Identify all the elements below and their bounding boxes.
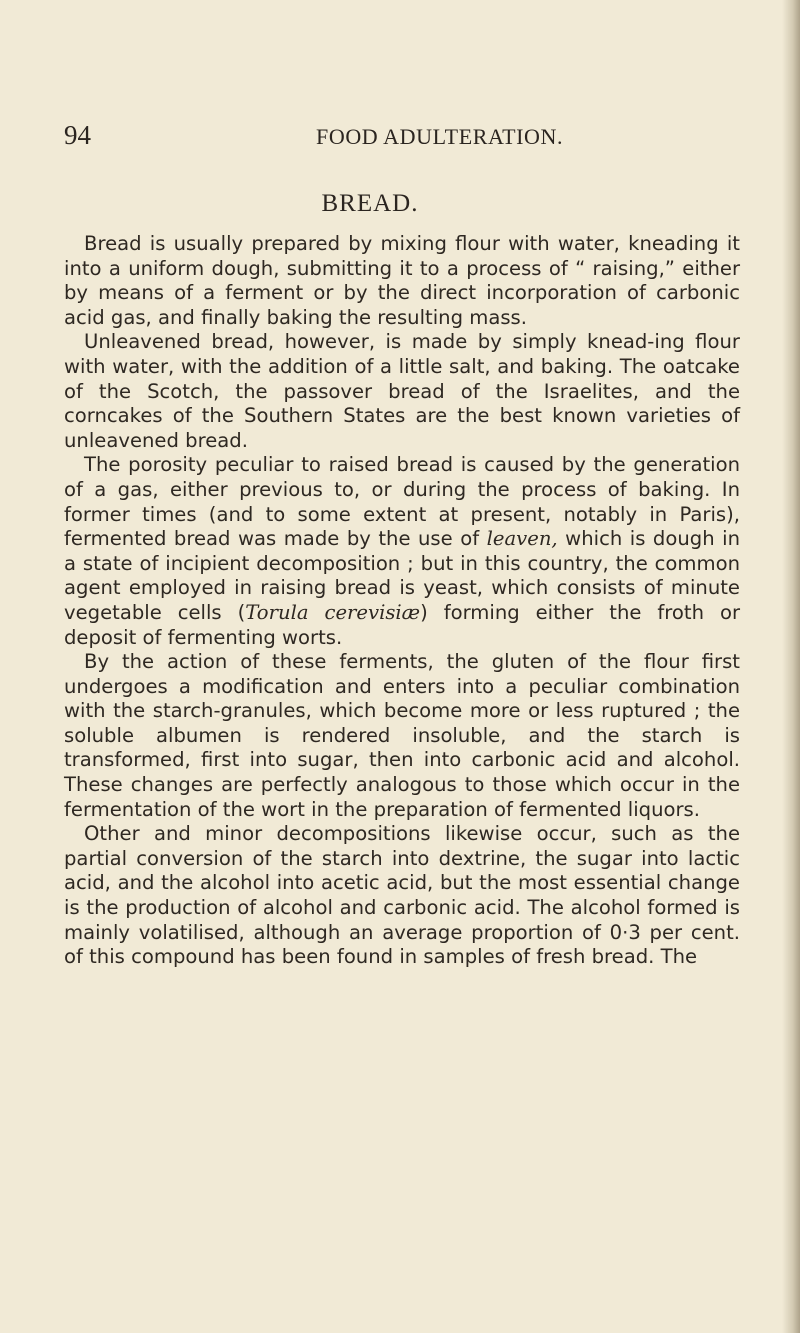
paragraph-4: By the action of these ferments, the gluten of the flour first undergoes a modification and enters into a peculiar combination with the starch-granules, which become more or less ruptured ; the soluble albumen is rendered insoluble, and the starch is transformed, first into sugar, then into carbonic acid and alcohol. These changes are perfectly analogous to those which occur in the fermentation of the wort in the preparation of fermented liquors.: [64, 650, 740, 821]
section-title: BREAD.: [321, 190, 419, 217]
paragraph-3: [64, 453, 740, 650]
running-head: [64, 120, 744, 154]
paragraph-1: Bread is usually prepared by mixing flour with water, kneading it into a uniform dough, submitting it to a process of “ raising,” either by means of a ferment or by the direct incorporation of carbonic acid gas, and finally baking the resulting mass.: [64, 232, 740, 329]
paragraph-3-part-b: which is dough in a state of incipient decomposition ; but in this country, the common agent employed in raising bread is yeast, which consists of minute vegetable cells (: [64, 527, 740, 624]
italic-leaven: leaven,: [486, 527, 558, 551]
page-edge-shadow: [782, 0, 800, 1333]
paragraph-2: Unleavened bread, however, is made by simply knead-ing flour with water, with the addition of a little salt, and baking. The oatcake of the Scotch, the passover bread of the Israelites, and the corncakes of the Southern States are the best known varieties of unleavened bread.: [64, 330, 740, 452]
italic-torula: Torula cerevisiæ: [245, 600, 421, 624]
paragraph-3-part-c: ) forming either the froth or deposit of fermenting worts.: [64, 600, 740, 649]
running-title: FOOD ADULTERATION.: [316, 124, 564, 149]
paragraph-3-part-a: The porosity peculiar to raised bread is caused by the generation of a gas, either previous to, or during the process of baking. In former times (and to some extent at present, notably in Paris), fermented bread was made by the use of: [64, 453, 740, 551]
paragraph-5: Other and minor decompositions likewise occur, such as the partial conversion of the starch into dextrine, the sugar into lactic acid, and the alcohol into acetic acid, but the most essential change is the production of alcohol and carbonic acid. The alcohol formed is mainly volatilised, although an average proportion of 0·3 per cent. of this compound has been found in samples of fresh bread. The: [64, 822, 740, 969]
page-number: 94: [64, 120, 91, 150]
body-text: [64, 232, 740, 970]
